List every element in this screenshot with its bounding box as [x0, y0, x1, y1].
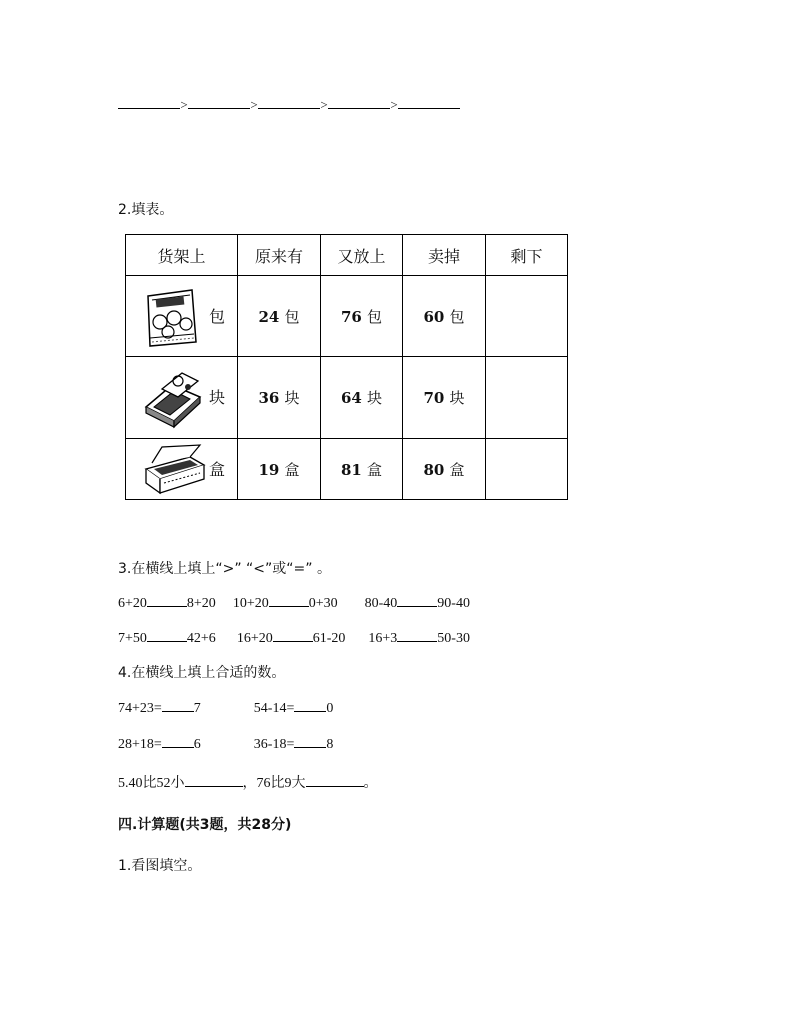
- expr-left: 28+18=: [118, 737, 162, 752]
- expr-digit: 7: [193, 701, 201, 716]
- added-cell: [321, 276, 403, 357]
- section-heading: 四.计算题(共3题，共28分): [118, 817, 292, 833]
- q5-text: 5.40比52小: [118, 776, 185, 791]
- original-value: 24: [258, 307, 280, 326]
- answer-blank[interactable]: [147, 594, 187, 607]
- remaining-cell[interactable]: [486, 276, 568, 357]
- expr-right: 50-30: [437, 631, 470, 646]
- original-cell: [238, 439, 321, 500]
- answer-blank[interactable]: [269, 594, 309, 607]
- expr-digit: 0: [326, 701, 334, 716]
- added-value: 76: [340, 307, 362, 326]
- greater-sign: >: [180, 97, 188, 112]
- expr-left: 36-18=: [253, 737, 295, 752]
- unit-label: 块: [449, 389, 465, 407]
- expr-digit: 6: [193, 737, 201, 752]
- item-unit: 块: [208, 388, 225, 407]
- unit-label: 盒: [284, 460, 300, 479]
- unit-label: 盒: [367, 460, 383, 479]
- answer-blank[interactable]: [185, 774, 243, 787]
- q3-row-1: [118, 594, 470, 612]
- added-value: 81: [340, 460, 362, 479]
- expr-left: 7+50: [118, 631, 147, 646]
- answer-blank[interactable]: [397, 629, 437, 642]
- item-cell: [126, 439, 238, 500]
- answer-blank[interactable]: [328, 96, 390, 109]
- sold-cell: [403, 276, 486, 357]
- greater-sign: >: [390, 97, 398, 112]
- original-value: 19: [258, 460, 280, 479]
- item-unit: 盒: [208, 460, 225, 479]
- header-cell: 原来有: [238, 235, 321, 276]
- q5-text: 。: [363, 776, 378, 791]
- answer-blank[interactable]: [294, 699, 326, 712]
- compare-chain: [118, 96, 460, 114]
- answer-blank[interactable]: [147, 629, 187, 642]
- remaining-cell[interactable]: [486, 439, 568, 500]
- q3-row-2: [118, 629, 470, 647]
- expr-left: 6+20: [118, 596, 147, 611]
- expr-right: 0+30: [308, 596, 338, 611]
- q4-title: 4.在横线上填上合适的数。: [118, 665, 286, 681]
- original-cell: [238, 357, 321, 439]
- answer-blank[interactable]: [188, 96, 250, 109]
- answer-blank[interactable]: [294, 735, 326, 748]
- pencil-box-icon: [142, 443, 206, 497]
- header-cell: 货架上: [126, 235, 238, 276]
- q4-row-2: [118, 735, 333, 753]
- expr-left: 16+20: [236, 631, 273, 646]
- q4-row-1: [118, 699, 333, 717]
- added-cell: [321, 439, 403, 500]
- original-value: 36: [258, 389, 280, 407]
- answer-blank[interactable]: [306, 774, 364, 787]
- expr-left: 54-14=: [253, 701, 295, 716]
- section4-q1-title: 1.看图填空。: [118, 858, 202, 874]
- remaining-cell[interactable]: [486, 357, 568, 439]
- unit-label: 包: [449, 307, 465, 326]
- cookie-pack-icon: [142, 286, 200, 348]
- unit-label: 块: [284, 389, 300, 407]
- sold-cell: [403, 439, 486, 500]
- header-cell: 剩下: [486, 235, 568, 276]
- item-cell: [126, 357, 238, 439]
- header-cell: 卖掉: [403, 235, 486, 276]
- item-cell: [126, 276, 238, 357]
- header-cell: 又放上: [321, 235, 403, 276]
- table-row: [126, 276, 568, 357]
- goods-table: [125, 234, 568, 500]
- sold-value: 60: [423, 307, 445, 326]
- expr-right: 8+20: [186, 596, 216, 611]
- sold-value: 70: [423, 389, 445, 407]
- greater-sign: >: [250, 97, 258, 112]
- sold-cell: [403, 357, 486, 439]
- item-unit: 包: [208, 307, 225, 326]
- sold-value: 80: [423, 460, 445, 479]
- expr-right: 61-20: [312, 631, 346, 646]
- expr-left: 16+3: [368, 631, 398, 646]
- table-header-row: [126, 235, 568, 276]
- answer-blank[interactable]: [258, 96, 320, 109]
- answer-blank[interactable]: [162, 735, 194, 748]
- answer-blank[interactable]: [118, 96, 180, 109]
- q3-title: 3.在横线上填上“>” “<”或“=” 。: [118, 561, 331, 577]
- unit-label: 块: [367, 389, 383, 407]
- unit-label: 包: [284, 307, 300, 326]
- answer-blank[interactable]: [162, 699, 194, 712]
- expr-left: 80-40: [364, 596, 398, 611]
- q5-text: ，76比9大: [242, 776, 306, 791]
- answer-blank[interactable]: [398, 96, 460, 109]
- expr-left: 10+20: [232, 596, 269, 611]
- expr-right: 90-40: [437, 596, 470, 611]
- q2-title: 2.填表。: [118, 202, 174, 218]
- expr-digit: 8: [326, 737, 334, 752]
- greater-sign: >: [320, 97, 328, 112]
- added-cell: [321, 357, 403, 439]
- expr-left: 74+23=: [118, 701, 162, 716]
- added-value: 64: [340, 389, 362, 407]
- unit-label: 盒: [449, 460, 465, 479]
- answer-blank[interactable]: [273, 629, 313, 642]
- expr-right: 42+6: [186, 631, 216, 646]
- mooncake-box-icon: [142, 367, 204, 429]
- q5-line: [118, 772, 378, 792]
- unit-label: 包: [367, 307, 383, 326]
- table-row: [126, 357, 568, 439]
- original-cell: [238, 276, 321, 357]
- answer-blank[interactable]: [397, 594, 437, 607]
- table-row: [126, 439, 568, 500]
